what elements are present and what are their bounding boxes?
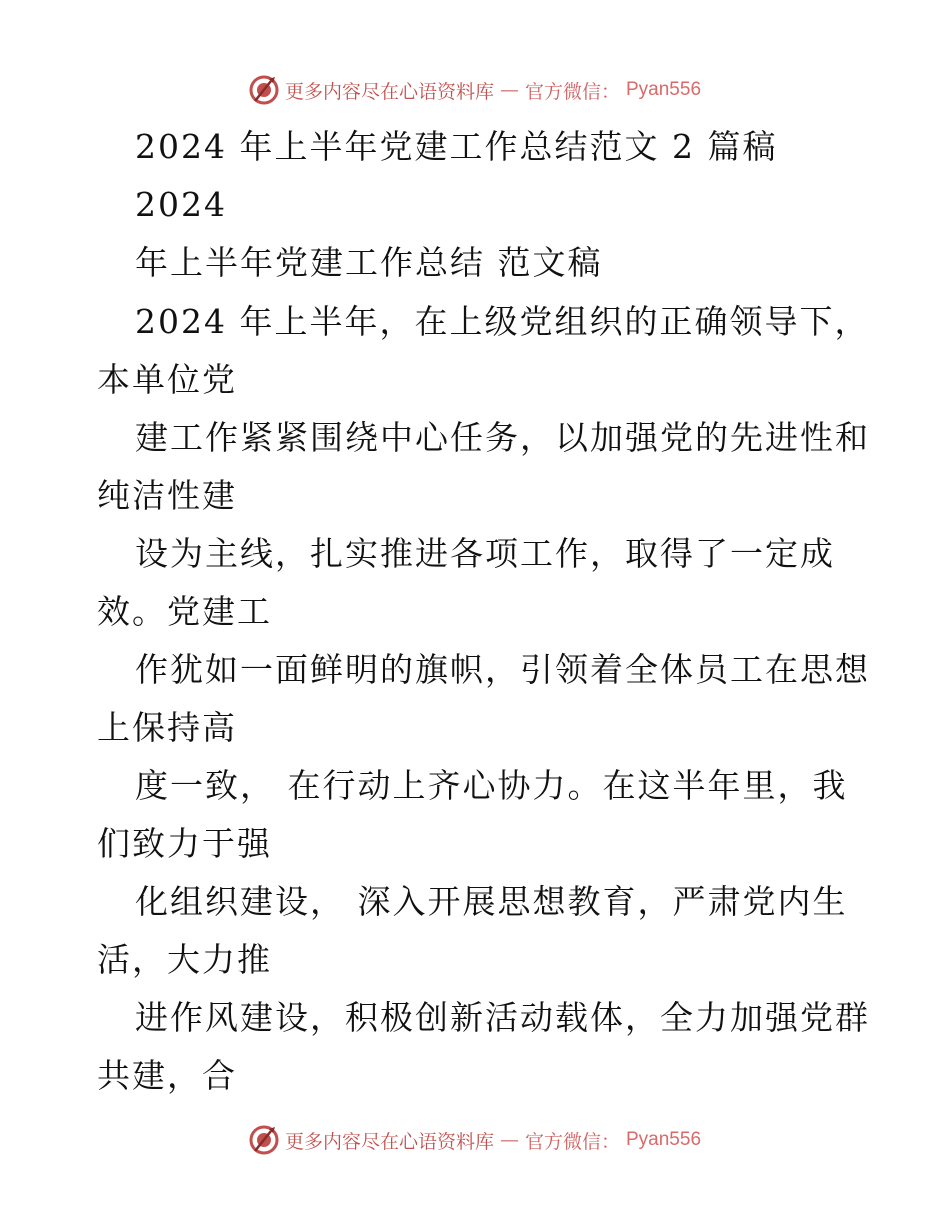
watermark-brand-text: 更多内容尽在心语资料库 bbox=[284, 80, 494, 103]
text-line: 作犹如一面鲜明的旗帜，引领着全体员工在思想 bbox=[135, 650, 870, 689]
text-line: 化组织建设， 深入开展思想教育，严肃党内生 bbox=[135, 882, 848, 921]
text-line: 效。党建工 bbox=[97, 592, 272, 631]
text-line: 们致力于强 bbox=[97, 824, 272, 863]
text-line: 2024 bbox=[135, 185, 227, 224]
watermark-dash: — bbox=[499, 79, 519, 101]
text-line: 共建，合 bbox=[97, 1056, 237, 1095]
document-title: 2024 年上半年党建工作总结范文 2 篇稿 bbox=[135, 127, 778, 166]
watermark-wechat-label: 官方微信： bbox=[524, 80, 620, 103]
quill-seal-icon bbox=[249, 1125, 279, 1155]
text-line: 建工作紧紧围绕中心任务，以加强党的先进性和 bbox=[135, 418, 870, 457]
text-line: 进作风建设，积极创新活动载体，全力加强党群 bbox=[135, 998, 870, 1037]
text-line: 纯洁性建 bbox=[97, 476, 237, 515]
watermark-brand-text: 更多内容尽在心语资料库 bbox=[284, 1130, 494, 1153]
text-line: 2024 年上半年，在上级党组织的正确领导下， bbox=[135, 302, 870, 341]
watermark-dash: — bbox=[499, 1129, 519, 1151]
text-line: 年上半年党建工作总结 范文稿 bbox=[135, 243, 603, 282]
text-line: 活，大力推 bbox=[97, 940, 272, 979]
text-line: 本单位党 bbox=[97, 360, 237, 399]
watermark-wechat-id: Pyan556 bbox=[626, 1129, 702, 1150]
footer-watermark bbox=[0, 1120, 950, 1160]
text-line: 设为主线，扎实推进各项工作，取得了一定成 bbox=[135, 534, 835, 573]
text-line: 上保持高 bbox=[97, 708, 237, 747]
text-line: 度一致， 在行动上齐心协力。在这半年里，我 bbox=[135, 766, 848, 805]
watermark-wechat-id: Pyan556 bbox=[626, 79, 702, 100]
watermark-wechat-label: 官方微信： bbox=[524, 1130, 620, 1153]
